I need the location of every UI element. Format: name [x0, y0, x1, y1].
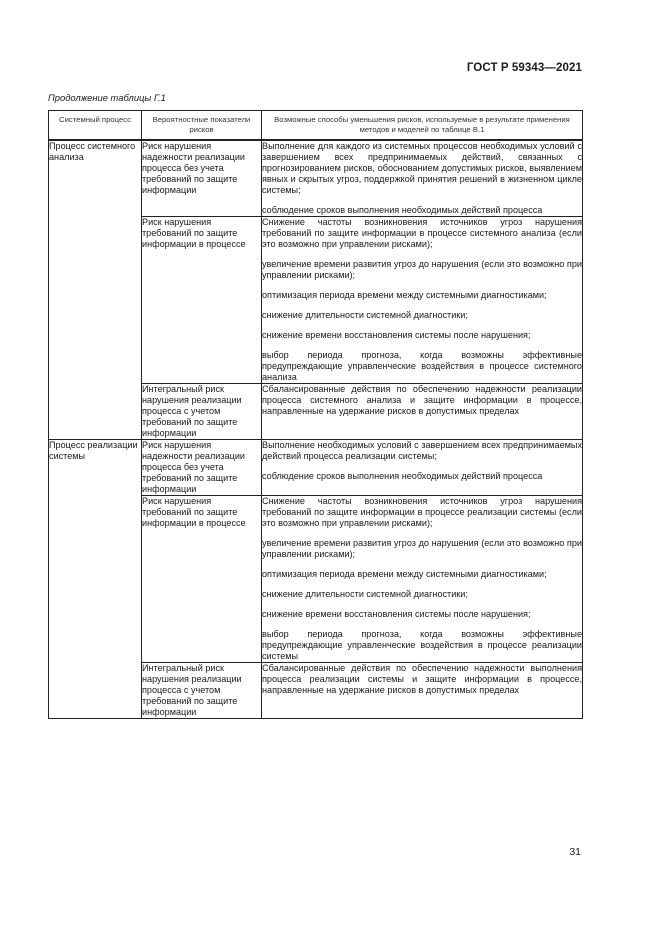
mitigation-measure: соблюдение сроков выполнения необходимых действий процесса [262, 205, 543, 215]
table-continuation-label: Продолжение таблицы Г.1 [48, 92, 166, 103]
risk-indicator-cell: Интегральный риск нарушения реализации процесса с учетом требований по защите информации [142, 384, 262, 440]
column-header-mitigation: Возможные способы уменьшения рисков, используемые в результате применения методов и моделей по таблице В.1 [262, 111, 583, 141]
mitigation-cell [262, 440, 583, 496]
table-body [49, 140, 583, 719]
risk-indicator-cell: Риск нарушения надежности реализации процесса без учета требований по защите информации [142, 440, 262, 496]
table-header [49, 111, 583, 141]
mitigation-measure: снижение времени восстановления системы после нарушения; [262, 609, 531, 619]
mitigation-measure: Снижение частоты возникновения источников угроз нарушения требований по защите информации в процессе системного анализа (если это возможно при управлении рисками); [262, 217, 582, 249]
mitigation-measure: выбор периода прогноза, когда возможны эффективные предупреждающие управленческие воздействия в процессе реализации системы [262, 629, 582, 661]
mitigation-cell [262, 140, 583, 217]
mitigation-cell [262, 384, 583, 440]
risk-indicator-cell: Риск нарушения требований по защите информации в процессе [142, 496, 262, 663]
mitigation-measure: Сбалансированные действия по обеспечению надежности реализации процесса системного анализа и защите информации в процессе, направленные на удержание рисков в допустимых пределах [262, 384, 582, 416]
table-row [49, 440, 583, 496]
standard-code: ГОСТ Р 59343—2021 [466, 62, 582, 74]
mitigation-measure: оптимизация периода времени между системными диагностиками; [262, 290, 547, 300]
process-cell: Процесс реализации системы [49, 440, 142, 719]
mitigation-measure: соблюдение сроков выполнения необходимых действий процесса [262, 471, 543, 481]
risk-indicator-cell: Риск нарушения требований по защите информации в процессе [142, 217, 262, 384]
mitigation-measure: Выполнение необходимых условий с завершением всех предпринимаемых действий процесса реализации системы; [262, 440, 582, 461]
risk-indicator-cell: Интегральный риск нарушения реализации процесса с учетом требований по защите информации [142, 663, 262, 719]
mitigation-measure: Выполнение для каждого из системных процессов необходимых условий с завершением всех предпринимаемых действий, связанных с прогнозированием рисков, обоснованием допустимых рисков, выявлением явных и скрытых угроз, поддержкой принятия решений в жизненном цикле системы; [262, 141, 582, 195]
mitigation-measure: выбор периода прогноза, когда возможны эффективные предупреждающие управленческие воздействия в процессе системного анализа [262, 350, 582, 382]
process-cell: Процесс системного анализа [49, 140, 142, 440]
mitigation-cell [262, 217, 583, 384]
mitigation-cell [262, 496, 583, 663]
risk-indicator-cell: Риск нарушения надежности реализации процесса без учета требований по защите информации [142, 140, 262, 217]
mitigation-measure: увеличение времени развития угроз до нарушения (если это возможно при управлении рисками); [262, 538, 582, 559]
mitigation-measure: снижение длительности системной диагностики; [262, 589, 468, 599]
mitigation-measure: снижение времени восстановления системы после нарушения; [262, 330, 531, 340]
table-row [49, 140, 583, 217]
risk-table [48, 110, 583, 719]
mitigation-measure: оптимизация периода времени между системными диагностиками; [262, 569, 547, 579]
mitigation-cell [262, 663, 583, 719]
mitigation-measure: снижение длительности системной диагностики; [262, 310, 468, 320]
mitigation-measure: Снижение частоты возникновения источников угроз нарушения требований по защите информации в процессе реализации системы (если это возможно при управлении рисками); [262, 496, 582, 528]
mitigation-measure: Сбалансированные действия по обеспечению надежности выполнения процесса реализации системы и защите информации в процессе, направленные на удержание рисков в допустимых пределах [262, 663, 582, 695]
mitigation-measure: увеличение времени развития угроз до нарушения (если это возможно при управлении рисками); [262, 259, 582, 280]
page-number: 31 [569, 846, 581, 858]
column-header-risk-indicators: Вероятностные показатели рисков [142, 111, 262, 141]
column-header-process: Системный процесс [49, 111, 142, 141]
